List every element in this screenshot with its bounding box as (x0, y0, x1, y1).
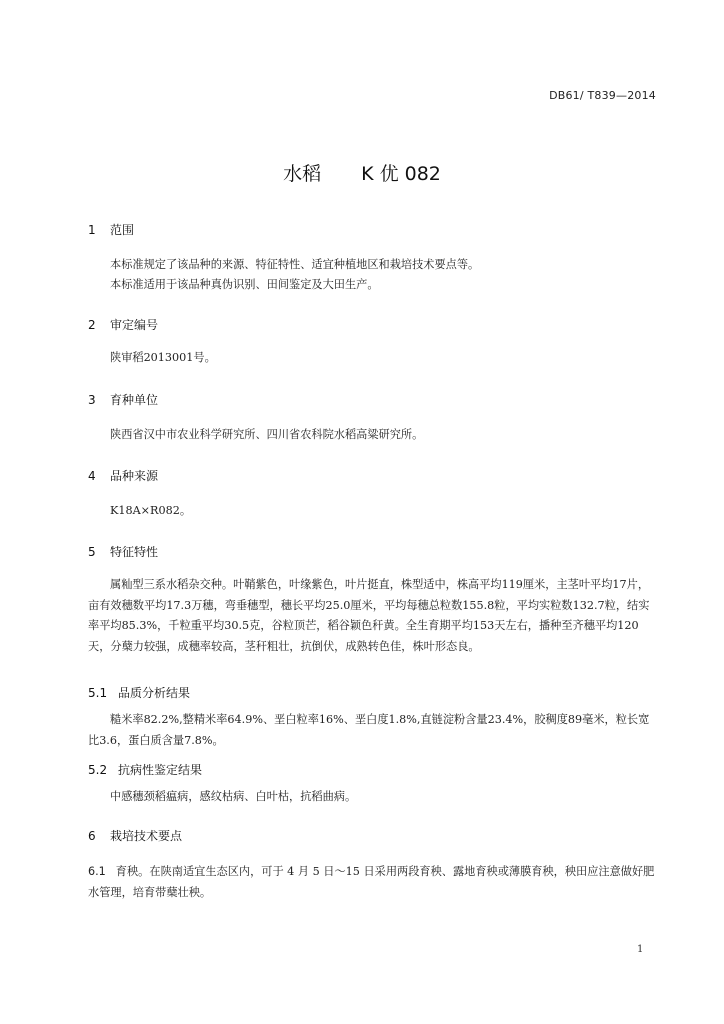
scope-line-2: 本标准适用于该品种真伪识别、田间鉴定及大田生产。 (110, 278, 379, 291)
origin-text: K18A×R082。 (110, 504, 192, 517)
section-number: 4 (88, 469, 96, 483)
section-title: 品种来源 (110, 469, 159, 483)
subsection-quality-heading (88, 684, 190, 701)
title-variety: K 优 082 (361, 163, 441, 185)
section-title: 审定编号 (110, 318, 159, 332)
section-number: 3 (88, 393, 96, 407)
item-lead: 育秧。 (115, 865, 150, 878)
scope-line-1: 本标准规定了该品种的来源、特征特性、适宜种植地区和栽培技术要点等。 (110, 258, 480, 271)
section-number: 2 (88, 318, 96, 332)
cultivation-item-6-1 (88, 862, 656, 903)
section-number: 6 (88, 829, 96, 843)
resistance-text: 中感穗颈稻瘟病，感纹枯病、白叶枯，抗稻曲病。 (110, 790, 357, 803)
page-title (0, 159, 724, 186)
subsection-title: 品质分析结果 (118, 686, 191, 700)
item-text: 在陕南适宜生态区内，可于 4 月 5 日～15 日采用两段育秧、露地育秧或薄膜育秧，秧田应注意做好肥水管理，培育带蘖壮秧。 (88, 865, 655, 899)
section-number: 1 (88, 223, 96, 237)
section-title: 育种单位 (110, 393, 159, 407)
page-number: 1 (637, 944, 644, 955)
subsection-number: 5.1 (88, 686, 108, 700)
features-paragraph: 属籼型三系水稻杂交种。叶鞘紫色，叶缘紫色，叶片挺直，株型适中，株高平均119厘米，主茎叶平均17片，亩有效穗数平均17.3万穗，弯垂穗型，穗长平均25.0厘米，平均每穗总粒数155.8粒，平均实粒数132.7粒，结实率平均85.3%，千粒重平均30.5克，谷粒顶芒，稻谷颖色秆黄。全生育期平均153天左右，播种至齐穗平均120天，分蘖力较强，成穗率较高，茎秆粗壮，抗倒伏，成熟转色佳，株叶形态良。 (88, 578, 650, 653)
standard-code: DB61/ T839—2014 (549, 89, 656, 102)
section-breeder-heading (88, 391, 158, 408)
item-number: 6.1 (88, 865, 106, 878)
section-approval-heading (88, 316, 158, 333)
section-number: 5 (88, 545, 96, 559)
section-features-heading (88, 543, 158, 560)
title-crop: 水稻 (283, 163, 322, 185)
quality-paragraph: 糙米率82.2%,整精米率64.9%、垩白粒率16%、垩白度1.8%,直链淀粉含量23.4%，胶稠度89毫米，粒长宽比3.6，蛋白质含量7.8%。 (88, 713, 650, 747)
section-origin-heading (88, 467, 158, 484)
section-title: 特征特性 (110, 545, 159, 559)
approval-number-text: 陕审稻2013001号。 (110, 351, 216, 364)
section-title: 栽培技术要点 (110, 829, 183, 843)
section-scope-heading (88, 221, 134, 238)
subsection-resistance-heading (88, 761, 202, 778)
subsection-number: 5.2 (88, 763, 108, 777)
breeder-text: 陕西省汉中市农业科学研究所、四川省农科院水稻高粱研究所。 (110, 428, 424, 441)
subsection-title: 抗病性鉴定结果 (118, 763, 203, 777)
section-cultivation-heading (88, 827, 182, 844)
section-title: 范围 (110, 223, 135, 237)
